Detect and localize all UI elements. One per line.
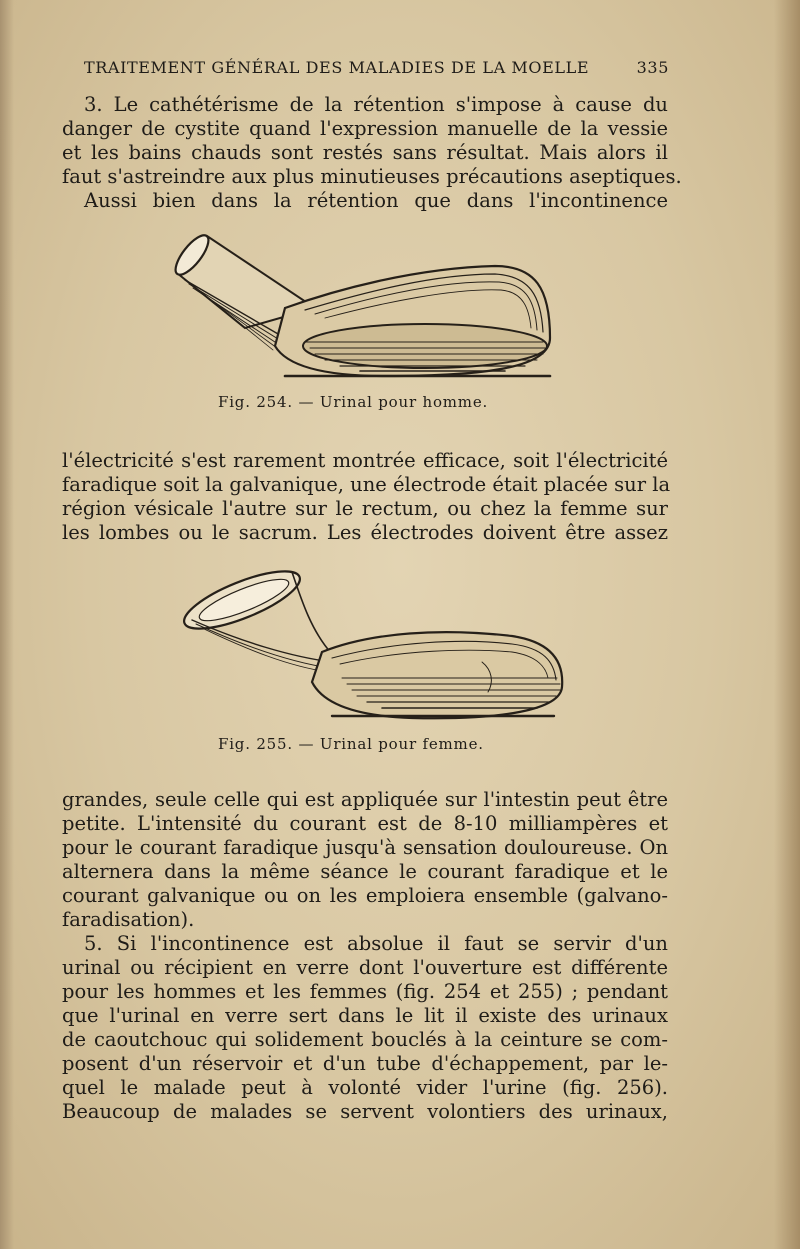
text-line: posent d'un réservoir et d'un tube d'échappement, par le- — [62, 1052, 668, 1075]
text-line: grandes, seule celle qui est appliquée sur l'intestin peut être — [62, 788, 668, 811]
text-line: Aussi bien dans la rétention que dans l'incontinence — [84, 189, 668, 212]
text-line: pour le courant faradique jusqu'à sensation douloureuse. On — [62, 836, 668, 859]
figure-254-male-urinal-illustration — [165, 228, 560, 383]
text-line: les lombes ou le sacrum. Les électrodes doivent être assez — [62, 521, 668, 544]
text-line: l'électricité s'est rarement montrée efficace, soit l'électricité — [62, 449, 668, 472]
figure-255-female-urinal-illustration — [182, 562, 567, 722]
running-head — [84, 58, 669, 77]
text-line: et les bains chauds sont restés sans résultat. Mais alors il — [62, 141, 668, 164]
text-line: de caoutchouc qui solidement bouclés à la ceinture se com- — [62, 1028, 668, 1051]
paragraph-block-3 — [62, 788, 668, 1124]
running-title: TRAITEMENT GÉNÉRAL DES MALADIES DE LA MOELLE — [84, 58, 590, 77]
page-edge-shadow-left — [0, 0, 14, 1249]
text-line: urinal ou récipient en verre dont l'ouverture est différente — [62, 956, 668, 979]
text-line: région vésicale l'autre sur le rectum, ou chez la femme sur — [62, 497, 668, 520]
text-line: pour les hommes et les femmes (fig. 254 et 255) ; pendant — [62, 980, 668, 1003]
page-edge-shadow-right — [774, 0, 800, 1249]
paragraph-block-2 — [62, 449, 671, 545]
paragraph-block-1 — [62, 93, 682, 213]
text-line: faradique soit la galvanique, une électrode était placée sur la — [62, 473, 671, 496]
page-number: 335 — [636, 58, 669, 77]
text-line: que l'urinal en verre sert dans le lit il existe des urinaux — [62, 1004, 668, 1027]
text-line: danger de cystite quand l'expression manuelle de la vessie — [62, 117, 668, 140]
text-line: petite. L'intensité du courant est de 8-10 milliampères et — [62, 812, 668, 835]
text-line: courant galvanique ou on les emploiera ensemble (galvano- — [62, 884, 668, 907]
text-line: 5. Si l'incontinence est absolue il faut se servir d'un — [84, 932, 668, 955]
text-line: quel le malade peut à volonté vider l'urine (fig. 256). — [62, 1076, 668, 1099]
text-line: Beaucoup de malades se servent volontiers des urinaux, — [62, 1100, 668, 1123]
text-line: alternera dans la même séance le courant faradique et le — [62, 860, 668, 883]
figure-254-caption: Fig. 254. — Urinal pour homme. — [218, 393, 489, 411]
figure-255-caption: Fig. 255. — Urinal pour femme. — [218, 735, 484, 753]
text-line: faradisation). — [62, 908, 195, 931]
text-line: 3. Le cathétérisme de la rétention s'impose à cause du — [84, 93, 668, 116]
text-line: faut s'astreindre aux plus minutieuses précautions aseptiques. — [62, 165, 682, 188]
